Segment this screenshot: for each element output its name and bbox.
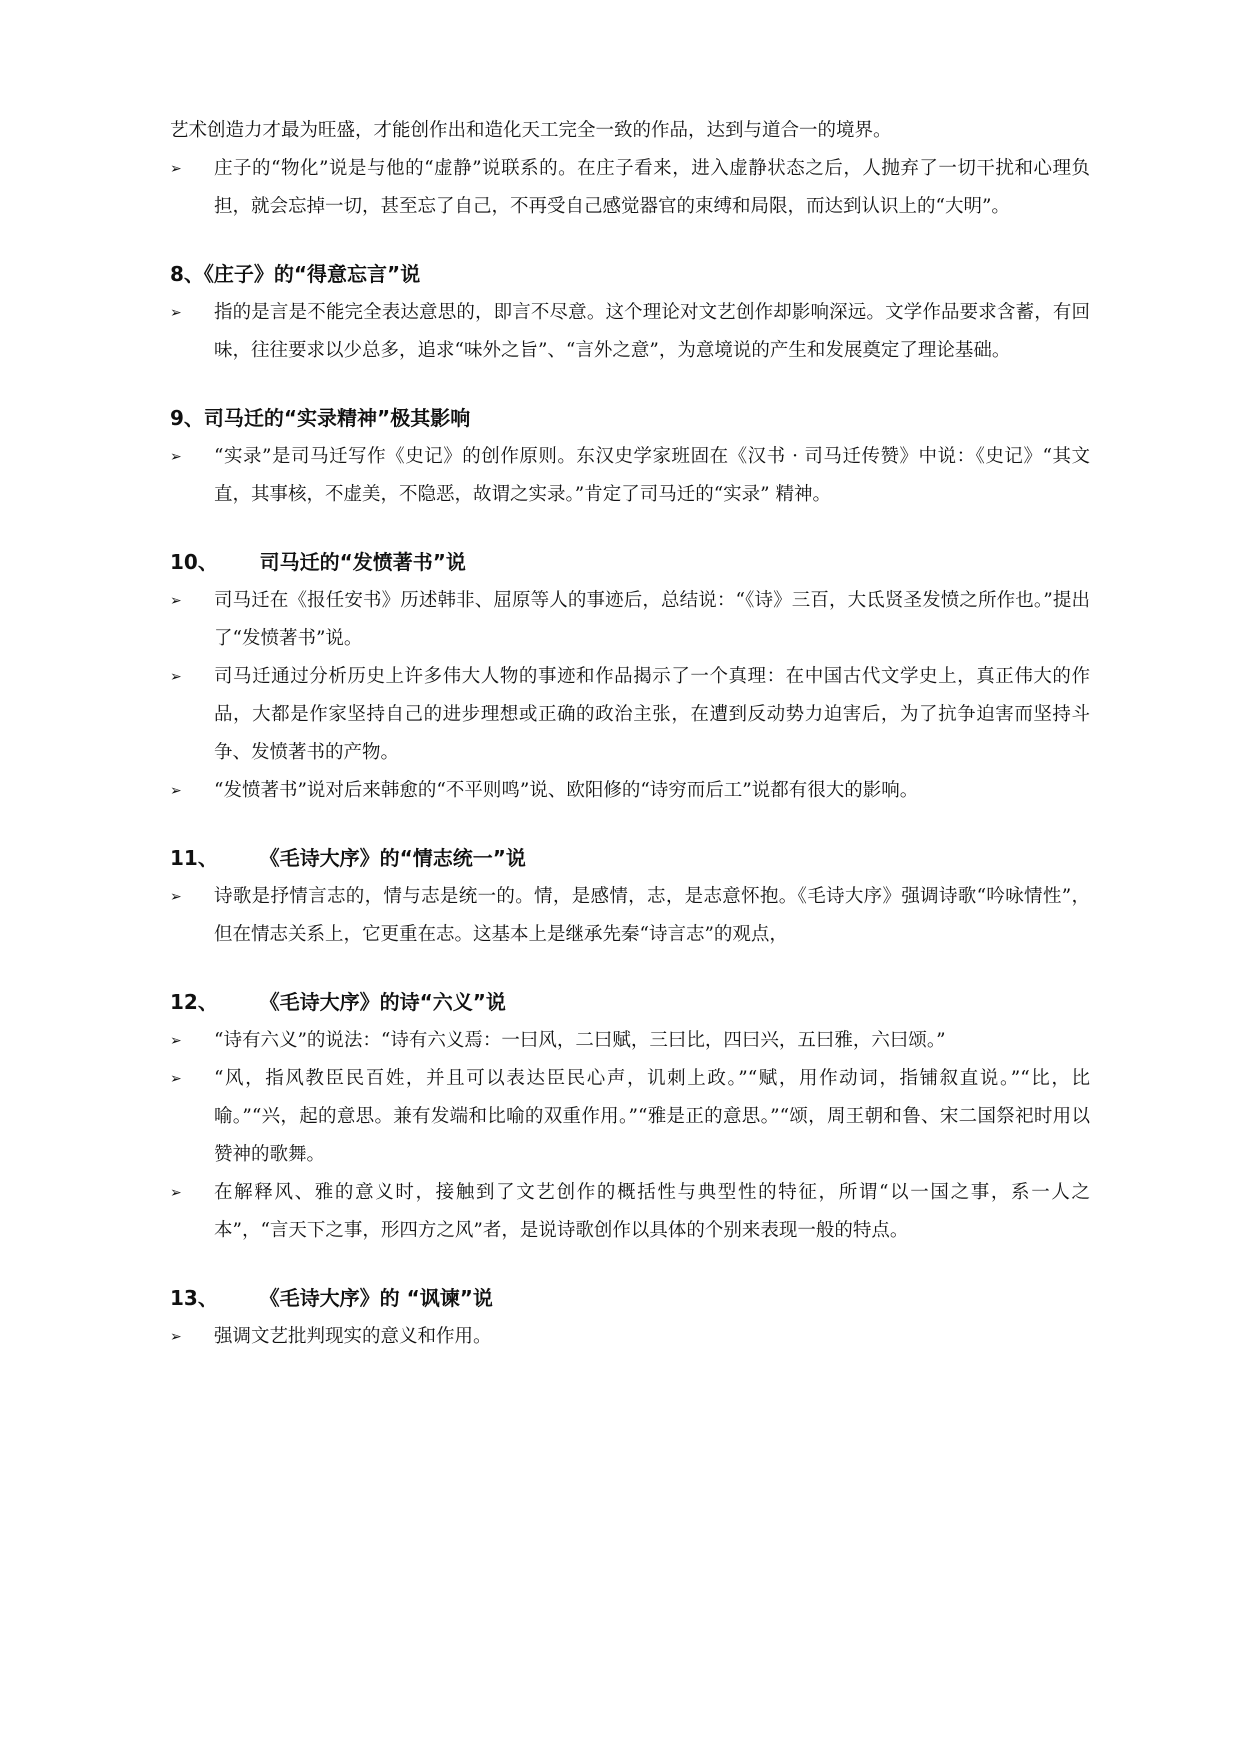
section	[170, 838, 1090, 954]
intro-continuation: 艺术创造力才最为旺盛，才能创作出和造化天工完全一致的作品，达到与道合一的境界。	[170, 120, 892, 141]
sections-container	[170, 254, 1090, 1356]
arrow-bullet-icon: ➢	[170, 593, 182, 609]
list-item	[170, 294, 1090, 370]
list-item	[170, 658, 1090, 772]
arrow-bullet-icon: ➢	[170, 161, 182, 177]
list-item-text: “发愤著书”说对后来韩愈的“不平则鸣”说、欧阳修的“诗穷而后工”说都有很大的影响。	[214, 780, 919, 801]
section-heading: 9、司马迁的“实录精神”极其影响	[170, 406, 471, 430]
arrow-bullet-icon: ➢	[170, 1185, 182, 1201]
arrow-bullet-icon: ➢	[170, 305, 182, 321]
intro-bullet-text: 庄子的“物化”说是与他的“虚静”说联系的。在庄子看来，进入虚静状态之后，人抛弃了一切干扰和心理负担，就会忘掉一切，甚至忘了自己，不再受自己感觉器官的束缚和局限，而达到认识上的“大明”。	[214, 158, 1090, 217]
section-heading: 13、 《毛诗大序》的 “讽谏”说	[170, 1286, 493, 1310]
list-item-text: 司马迁通过分析历史上许多伟大人物的事迹和作品揭示了一个真理：在中国古代文学史上，真正伟大的作品，大都是作家坚持自己的进步理想或正确的政治主张，在遭到反动势力迫害后，为了抗争迫害而坚持斗争、发愤著书的产物。	[214, 666, 1090, 763]
section-heading: 8、《庄子》的“得意忘言”说	[170, 262, 421, 286]
list-item-text: “风，指风教臣民百姓，并且可以表达臣民心声，讥刺上政。”“赋，用作动词，指铺叙直说。”“比，比喻。”“兴，起的意思。兼有发端和比喻的双重作用。”“雅是正的意思。”“颂，周王朝和鲁、宋二国祭祀时用以赞神的歌舞。	[214, 1068, 1090, 1165]
section	[170, 542, 1090, 810]
section	[170, 1278, 1090, 1356]
section	[170, 398, 1090, 514]
arrow-bullet-icon: ➢	[170, 1033, 182, 1049]
list-item-text: 诗歌是抒情言志的，情与志是统一的。情，是感情，志，是志意怀抱。《毛诗大序》强调诗歌“吟咏情性”，但在情志关系上，它更重在志。这基本上是继承先秦“诗言志”的观点，	[214, 886, 1090, 945]
list-item-text: “诗有六义”的说法：“诗有六义焉：一曰风，二曰赋，三曰比，四曰兴，五曰雅，六曰颂。”	[214, 1030, 946, 1051]
list-item	[170, 582, 1090, 658]
list-item	[170, 1060, 1090, 1174]
arrow-bullet-icon: ➢	[170, 783, 182, 799]
section-heading: 12、 《毛诗大序》的诗“六义”说	[170, 990, 506, 1014]
list-item-text: 强调文艺批判现实的意义和作用。	[214, 1326, 492, 1347]
section-heading: 10、 司马迁的“发愤著书”说	[170, 550, 466, 574]
arrow-bullet-icon: ➢	[170, 669, 182, 685]
section	[170, 982, 1090, 1250]
arrow-bullet-icon: ➢	[170, 1329, 182, 1345]
list-item	[170, 1318, 1090, 1356]
list-item-text: “实录”是司马迁写作《史记》的创作原则。东汉史学家班固在《汉书 · 司马迁传赞》中说：《史记》“其文直，其事核，不虚美，不隐恶，故谓之实录。”肯定了司马迁的“实录” 精神。	[214, 446, 1090, 505]
list-item-text: 司马迁在《报任安书》历述韩非、屈原等人的事迹后，总结说：“《诗》三百，大氐贤圣发愤之所作也。”提出了“发愤著书”说。	[214, 590, 1090, 649]
list-item-text: 指的是言是不能完全表达意思的，即言不尽意。这个理论对文艺创作却影响深远。文学作品要求含蓄，有回味，往往要求以少总多，追求“味外之旨”、“言外之意”，为意境说的产生和发展奠定了理论基础。	[214, 302, 1090, 361]
list-item	[170, 438, 1090, 514]
arrow-bullet-icon: ➢	[170, 449, 182, 465]
section	[170, 254, 1090, 370]
document-page	[170, 112, 1090, 1356]
section-heading: 11、 《毛诗大序》的“情志统一”说	[170, 846, 526, 870]
list-item	[170, 772, 1090, 810]
arrow-bullet-icon: ➢	[170, 889, 182, 905]
arrow-bullet-icon: ➢	[170, 1071, 182, 1087]
list-item	[170, 1022, 1090, 1060]
list-item	[170, 1174, 1090, 1250]
list-item-text: 在解释风、雅的意义时，接触到了文艺创作的概括性与典型性的特征，所谓“以一国之事，系一人之本”，“言天下之事，形四方之风”者，是说诗歌创作以具体的个别来表现一般的特点。	[214, 1182, 1090, 1241]
list-item	[170, 150, 1090, 226]
list-item	[170, 878, 1090, 954]
